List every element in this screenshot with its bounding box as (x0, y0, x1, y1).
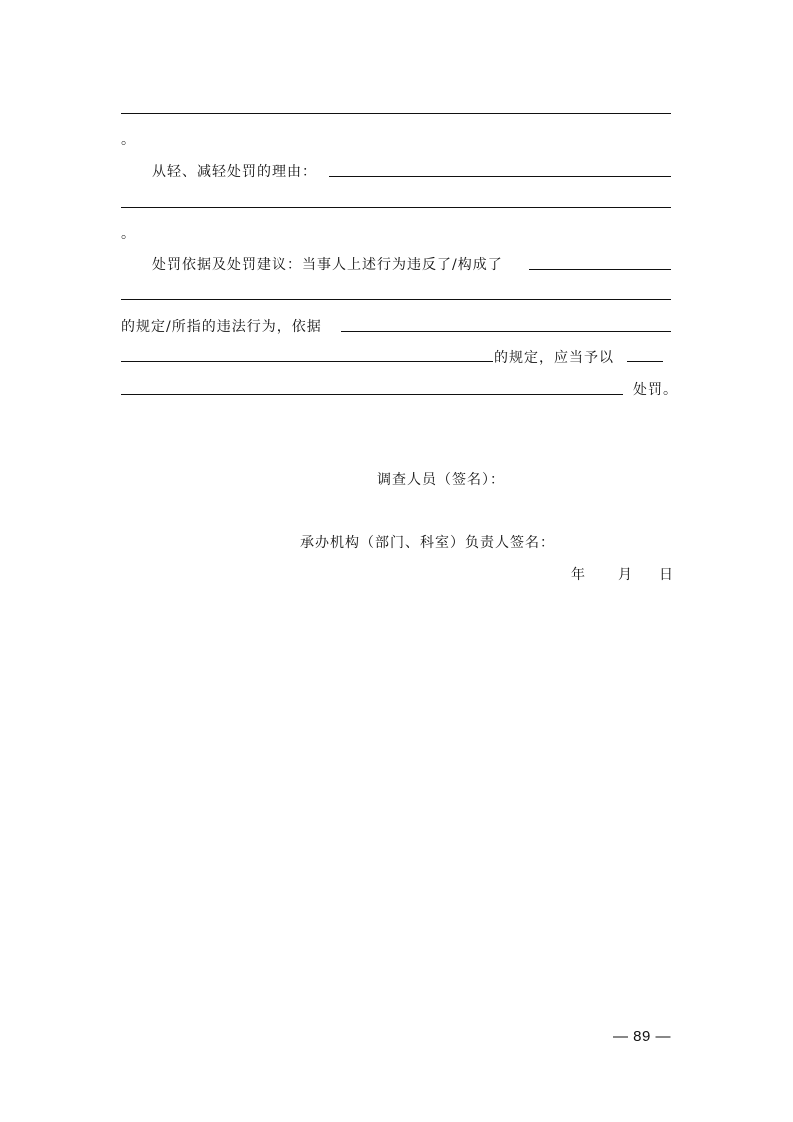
provision-text: 的规定，应当予以 (494, 350, 614, 366)
penalty-blank[interactable] (121, 394, 623, 395)
period-mark-1: 。 (121, 132, 136, 148)
mitigation-reason-label: 从轻、减轻处罚的理由： (152, 164, 317, 180)
blank-line-3[interactable] (121, 299, 671, 300)
page-number: — 89 — (612, 1028, 671, 1045)
date-year: 年 (571, 567, 586, 583)
penalty-basis-label: 处罚依据及处罚建议：当事人上述行为违反了/构成了 (152, 257, 503, 273)
violation-blank[interactable] (529, 269, 671, 270)
provision-blank[interactable] (121, 361, 493, 362)
investigator-signature-label: 调查人员（签名）： (377, 472, 505, 488)
legal-basis-blank[interactable] (341, 331, 671, 332)
period-mark-2: 。 (121, 226, 136, 242)
supervisor-signature-label: 承办机构（部门、科室）负责人签名： (300, 535, 555, 551)
date-month: 月 (618, 567, 633, 583)
date-day: 日 (659, 567, 674, 583)
blank-line-2[interactable] (121, 207, 671, 208)
penalty-type-blank[interactable] (627, 361, 663, 362)
penalty-text: 处罚。 (633, 382, 678, 398)
rule-text: 的规定/所指的违法行为，依据 (121, 319, 322, 335)
blank-line-1[interactable] (121, 113, 671, 114)
mitigation-reason-blank[interactable] (329, 176, 671, 177)
